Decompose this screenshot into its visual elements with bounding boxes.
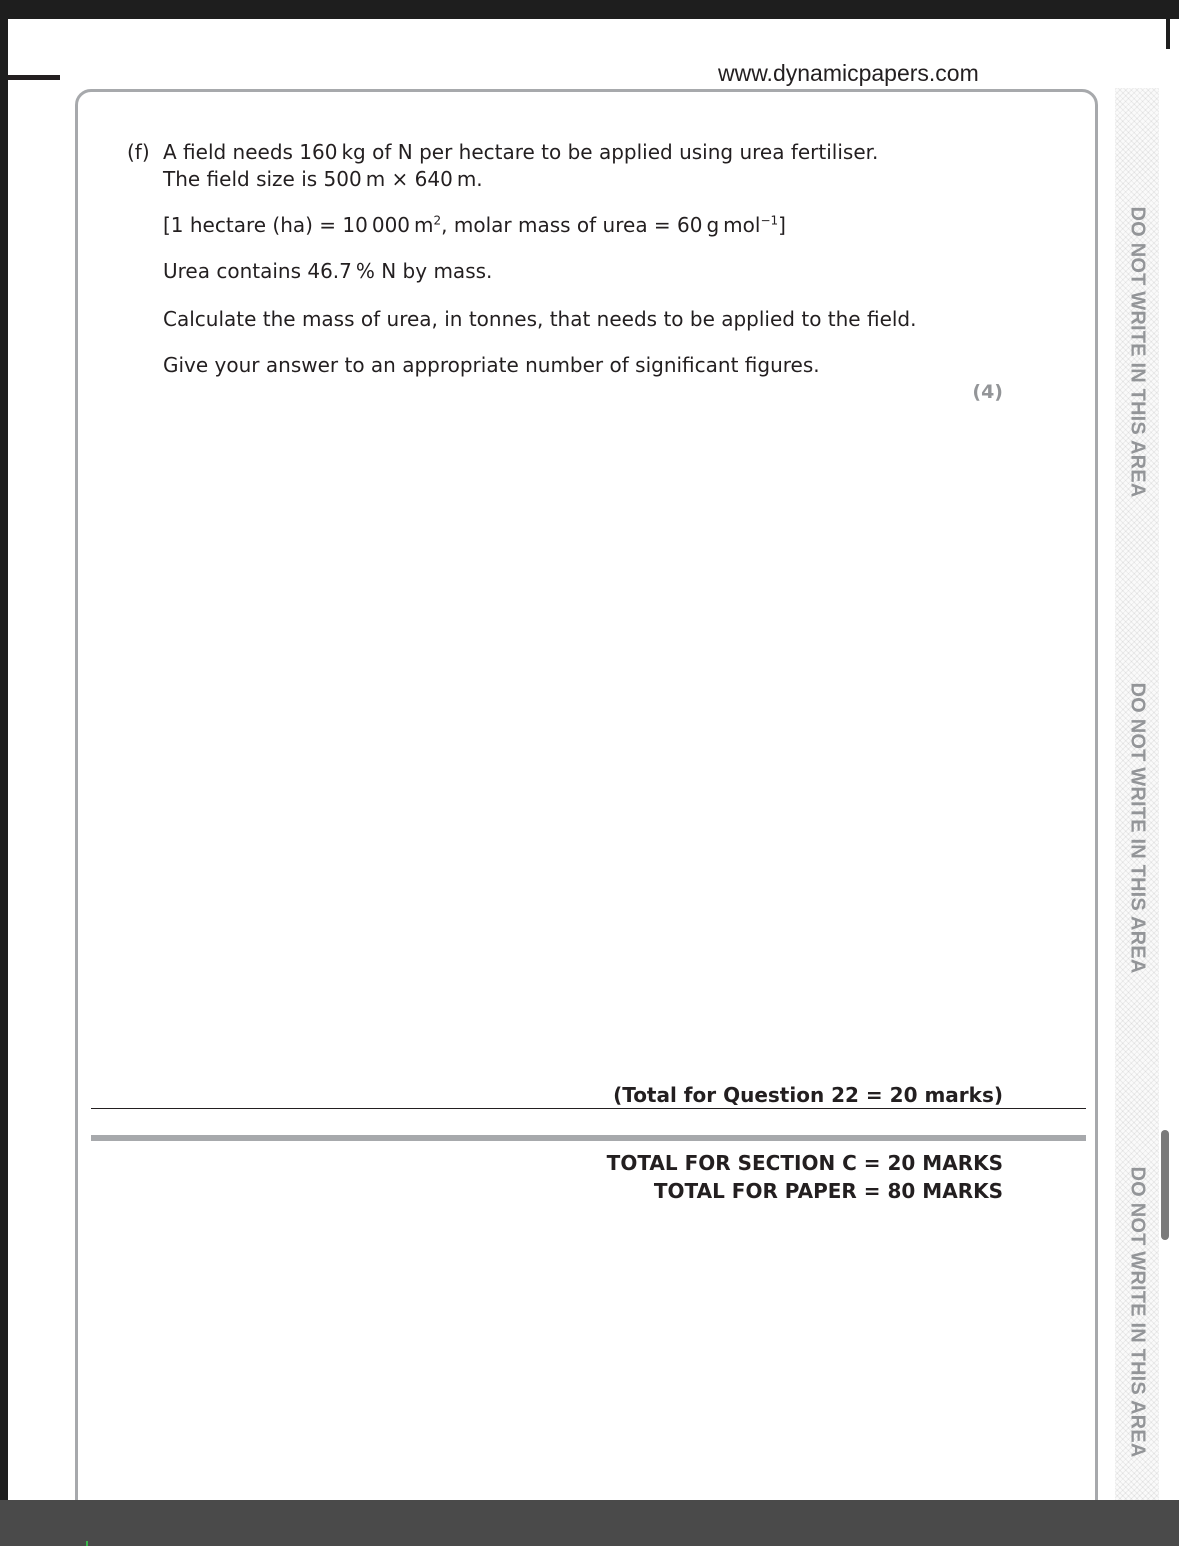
left-dark-edge <box>0 0 8 1500</box>
data-prefix: [1 hectare (ha) = 10 000 m <box>163 213 434 237</box>
superscript-inverse: −1 <box>760 213 779 228</box>
do-not-write-label: DO NOT WRITE IN THIS AREA <box>1126 682 1149 974</box>
section-totals <box>607 1149 1003 1205</box>
paper-total: TOTAL FOR PAPER = 80 MARKS <box>653 1179 1003 1203</box>
do-not-write-label: DO NOT WRITE IN THIS AREA <box>1126 206 1149 498</box>
do-not-write-label: DO NOT WRITE IN THIS AREA <box>1126 1166 1149 1458</box>
sig-figs-instruction: Give your answer to an appropriate number of significant figures. <box>163 353 820 377</box>
scrollbar-thumb[interactable] <box>1161 1130 1169 1240</box>
question-data-line <box>163 213 786 237</box>
data-mid: , molar mass of urea = 60 g mol <box>441 213 761 237</box>
marks-label: (4) <box>972 381 1003 403</box>
divider-thin <box>91 1108 1086 1109</box>
question-line-2: The field size is 500 m × 640 m. <box>163 167 483 191</box>
header-url: www.dynamicpapers.com <box>718 60 979 86</box>
divider-thick <box>91 1135 1086 1141</box>
bottom-toolbar <box>0 1500 1179 1546</box>
section-total: TOTAL FOR SECTION C = 20 MARKS <box>606 1151 1003 1175</box>
superscript-squared: 2 <box>433 213 442 228</box>
urea-info: Urea contains 46.7 % N by mass. <box>163 259 493 283</box>
question-line-1: A field needs 160 kg of N per hectare to be applied using urea fertiliser. <box>163 140 879 164</box>
bottom-indicator <box>86 1541 88 1546</box>
question-instruction: Calculate the mass of urea, in tonnes, that needs to be applied to the field. <box>163 307 917 331</box>
question-part-label: (f) <box>127 140 150 164</box>
top-dark-bar <box>0 0 1179 19</box>
question-total: (Total for Question 22 = 20 marks) <box>613 1083 1003 1107</box>
crop-mark <box>8 75 60 80</box>
right-edge-strip <box>1170 19 1179 1500</box>
data-suffix: ] <box>778 213 786 237</box>
